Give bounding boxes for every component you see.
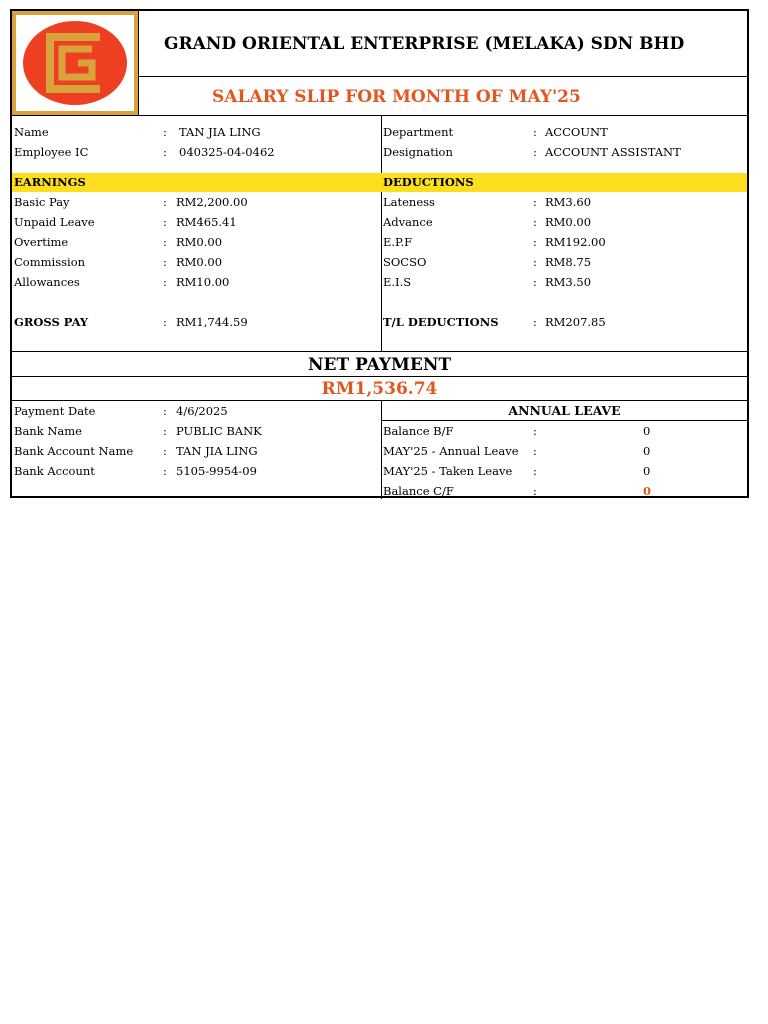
earnings-row-label: Commission <box>14 255 86 269</box>
separator: : <box>533 215 537 229</box>
earnings-deductions-header-band <box>12 173 747 192</box>
deductions-row-value: RM3.60 <box>545 195 592 209</box>
separator: : <box>533 195 537 209</box>
separator: : <box>163 255 167 269</box>
leave-row-value: 0 <box>643 484 652 498</box>
deductions-row-label: SOCSO <box>383 255 427 269</box>
separator: : <box>163 424 167 438</box>
separator: : <box>533 464 537 478</box>
department-label: Department <box>383 125 454 139</box>
employee-name: TAN JIA LING <box>179 125 261 139</box>
earnings-row-value: RM10.00 <box>176 275 230 289</box>
deductions-row-label: Lateness <box>383 195 435 209</box>
separator: : <box>163 404 167 418</box>
leave-row-label: Balance C/F <box>383 484 454 498</box>
deductions-row-label: E.I.S <box>383 275 412 289</box>
separator: : <box>533 125 537 139</box>
deductions-row-value: RM8.75 <box>545 255 592 269</box>
separator: : <box>533 145 537 159</box>
separator: : <box>163 275 167 289</box>
gross-pay-label: GROSS PAY <box>14 315 89 329</box>
deductions-row-label: E.P.F <box>383 235 413 249</box>
deductions-row-value: RM3.50 <box>545 275 592 289</box>
separator: : <box>163 195 167 209</box>
deductions-row-label: Advance <box>383 215 433 229</box>
gross-pay-value: RM1,744.59 <box>176 315 248 329</box>
earnings-heading: EARNINGS <box>14 175 86 189</box>
separator: : <box>163 464 167 478</box>
separator: : <box>163 215 167 229</box>
company-logo-icon <box>16 15 134 111</box>
separator: : <box>163 444 167 458</box>
payment-row-value: 4/6/2025 <box>176 404 228 418</box>
separator: : <box>163 145 167 159</box>
earnings-row-label: Overtime <box>14 235 69 249</box>
designation-label: Designation <box>383 145 453 159</box>
separator: : <box>533 275 537 289</box>
ic-label: Employee IC <box>14 145 89 159</box>
earnings-row-value: RM0.00 <box>176 235 223 249</box>
annual-leave-heading: ANNUAL LEAVE <box>508 403 621 418</box>
leave-row-label: Balance B/F <box>383 424 454 438</box>
payment-row-label: Payment Date <box>14 404 96 418</box>
separator: : <box>163 235 167 249</box>
earnings-row-value: RM0.00 <box>176 255 223 269</box>
net-payment-value: RM1,536.74 <box>321 379 438 399</box>
leave-row-value: 0 <box>643 444 651 458</box>
payment-row-value: TAN JIA LING <box>176 444 258 458</box>
total-deductions-value: RM207.85 <box>545 315 606 329</box>
name-label: Name <box>14 125 49 139</box>
separator: : <box>533 444 537 458</box>
separator: : <box>163 125 167 139</box>
department-value: ACCOUNT <box>545 125 608 139</box>
separator: : <box>533 315 537 329</box>
earnings-row-label: Unpaid Leave <box>14 215 95 229</box>
company-logo <box>12 11 138 115</box>
earnings-row-label: Allowances <box>14 275 80 289</box>
total-deductions-label: T/L DEDUCTIONS <box>383 315 499 329</box>
payment-row-label: Bank Account Name <box>14 444 134 458</box>
payment-row-label: Bank Account <box>14 464 95 478</box>
leave-row-value: 0 <box>643 464 651 478</box>
deductions-row-value: RM0.00 <box>545 215 592 229</box>
separator: : <box>533 255 537 269</box>
separator: : <box>163 315 167 329</box>
net-payment-label: NET PAYMENT <box>307 355 452 375</box>
earnings-row-value: RM2,200.00 <box>176 195 248 209</box>
slip-title: SALARY SLIP FOR MONTH OF MAY'25 <box>212 87 581 107</box>
payment-row-value: PUBLIC BANK <box>176 424 262 438</box>
deductions-heading: DEDUCTIONS <box>383 175 474 189</box>
employee-ic: 040325-04-0462 <box>179 145 275 159</box>
deductions-row-value: RM192.00 <box>545 235 606 249</box>
designation-value: ACCOUNT ASSISTANT <box>545 145 681 159</box>
payment-row-label: Bank Name <box>14 424 82 438</box>
payment-row-value: 5105-9954-09 <box>176 464 257 478</box>
separator: : <box>533 484 537 498</box>
leave-row-label: MAY'25 - Taken Leave <box>383 464 513 478</box>
separator: : <box>533 235 537 249</box>
earnings-row-label: Basic Pay <box>14 195 70 209</box>
separator: : <box>533 424 537 438</box>
earnings-row-value: RM465.41 <box>176 215 237 229</box>
salary-slip <box>10 9 749 498</box>
company-name: GRAND ORIENTAL ENTERPRISE (MELAKA) SDN BHD <box>164 34 685 54</box>
leave-row-label: MAY'25 - Annual Leave <box>383 444 519 458</box>
leave-row-value: 0 <box>643 424 651 438</box>
